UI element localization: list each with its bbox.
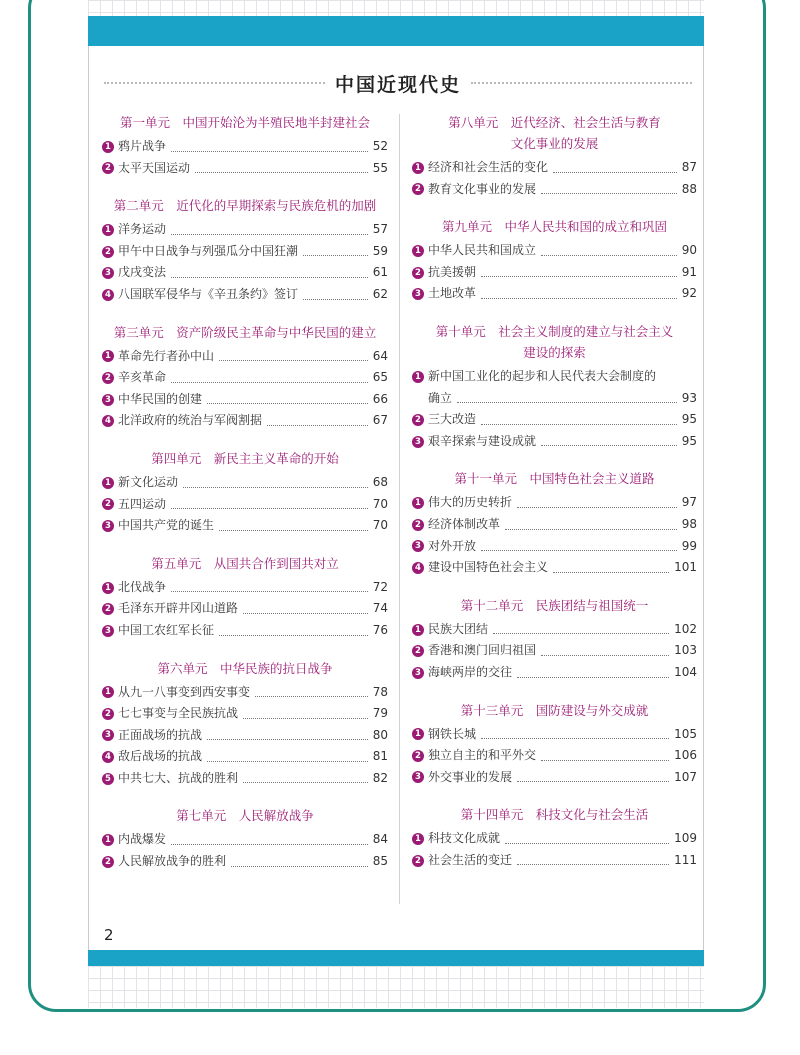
lesson-item[interactable] [102, 241, 388, 263]
lesson-page-number: 52 [372, 139, 388, 153]
unit-title-line: 第六单元 中华民族的抗日战争 [157, 660, 333, 676]
unit-title[interactable] [412, 804, 697, 825]
lesson-page-number: 65 [372, 370, 388, 385]
lesson-title: 中华民国的创建 [118, 391, 203, 406]
dot-leader [243, 718, 368, 719]
unit-title[interactable] [412, 468, 697, 489]
lesson-number-badge: 1 [102, 350, 114, 362]
title-dots-left [104, 82, 325, 84]
lesson-page-number: 76 [372, 622, 388, 637]
lesson-number-badge: 1 [102, 224, 114, 236]
lesson-page-number: 97 [681, 495, 697, 510]
lesson-item[interactable] [412, 724, 697, 746]
lesson-page-number: 66 [372, 391, 388, 406]
lesson-page-number: 67 [372, 413, 388, 428]
lesson-title: 洋务运动 [118, 222, 167, 237]
lesson-number-badge: 2 [102, 856, 114, 868]
lesson-page-number: 80 [372, 727, 388, 742]
lesson-number-badge: 3 [102, 394, 114, 406]
unit-title[interactable] [412, 321, 697, 363]
lesson-number-badge: 2 [102, 708, 114, 720]
lesson-number-badge: 1 [412, 624, 424, 636]
lesson-item[interactable] [412, 514, 697, 536]
lesson-title-continued: 确立 [428, 390, 453, 405]
toc-unit [412, 595, 697, 684]
lesson-page-number: 82 [372, 770, 388, 785]
lesson-title: 辛亥革命 [118, 370, 167, 385]
lesson-title: 民族大团结 [428, 621, 489, 636]
lesson-page-number: 95 [681, 433, 697, 448]
unit-title-line: 第八单元 近代经济、社会生活与教育 [448, 115, 661, 130]
lesson-page-number: 111 [674, 852, 697, 867]
unit-title[interactable] [102, 658, 388, 679]
lesson-title: 毛泽东开辟井冈山道路 [118, 601, 239, 616]
lesson-item[interactable] [412, 492, 697, 514]
lesson-number-badge: 1 [412, 371, 424, 383]
lesson-page-number: 84 [372, 832, 388, 847]
lesson-page-number: 70 [372, 518, 388, 533]
unit-title[interactable] [412, 112, 697, 154]
lesson-number-badge: 2 [412, 519, 424, 531]
lesson-title: 敌后战场的抗战 [118, 749, 203, 764]
dot-leader [303, 255, 368, 256]
lesson-page-number: 105 [674, 726, 697, 741]
lesson-title: 太平天国运动 [118, 160, 191, 175]
lesson-number-badge: 4 [102, 415, 114, 427]
lesson-title: 教育文化事业的发展 [428, 181, 537, 196]
lesson-title: 北洋政府的统治与军阀割据 [118, 413, 263, 428]
lesson-item[interactable] [412, 850, 697, 872]
unit-title[interactable] [412, 216, 697, 237]
lesson-number-badge: 3 [102, 520, 114, 532]
unit-title[interactable] [412, 700, 697, 721]
unit-title-line: 第四单元 新民主主义革命的开始 [151, 450, 339, 466]
lesson-number-badge: 3 [412, 771, 424, 783]
unit-title-line: 第九单元 中华人民共和国的成立和巩固 [441, 219, 667, 235]
dot-leader [171, 382, 368, 383]
lesson-number-badge: 1 [412, 728, 424, 740]
lesson-item[interactable] [412, 179, 697, 201]
lesson-list [102, 472, 388, 537]
lesson-number-badge: 2 [412, 183, 424, 195]
lesson-number-badge: 3 [102, 625, 114, 637]
lesson-list [412, 724, 697, 789]
lesson-title: 经济体制改革 [428, 516, 501, 531]
lesson-list [412, 619, 697, 684]
lesson-page-number: 74 [372, 601, 388, 616]
dot-leader [171, 151, 368, 152]
dot-leader [207, 403, 368, 404]
dot-leader [541, 255, 677, 256]
lesson-page-number: 81 [372, 749, 388, 764]
toc-unit [102, 805, 388, 872]
lesson-item[interactable] [102, 620, 388, 642]
lesson-number-badge: 2 [412, 414, 424, 426]
lesson-title: 北伐战争 [118, 579, 167, 594]
lesson-list [412, 492, 697, 578]
lesson-item[interactable] [102, 219, 388, 241]
lesson-list [412, 366, 697, 452]
lesson-title: 八国联军侵华与《辛丑条约》签订 [118, 286, 299, 301]
dot-leader [541, 445, 677, 446]
lesson-title: 中华人民共和国成立 [428, 243, 537, 258]
lesson-list [412, 240, 697, 305]
lesson-number-badge: 3 [412, 667, 424, 679]
lesson-item[interactable] [102, 472, 388, 494]
lesson-number-badge: 3 [412, 436, 424, 448]
lesson-item[interactable] [412, 745, 697, 767]
toc-column-left [102, 112, 388, 873]
toc-unit [412, 112, 697, 200]
unit-title-line: 第二单元 近代化的早期探索与民族危机的加剧 [113, 198, 377, 214]
title-dots-right [471, 82, 692, 84]
toc-unit [102, 112, 388, 179]
lesson-title: 新中国工业化的起步和人民代表大会制度的 [428, 368, 657, 383]
toc-unit [412, 321, 697, 452]
lesson-title: 钢铁长城 [428, 726, 477, 741]
lesson-page-number: 85 [372, 854, 388, 869]
unit-title-line: 建设的探索 [523, 344, 586, 360]
unit-title-line: 第十单元 社会主义制度的建立与社会主义 [435, 323, 674, 339]
lesson-title: 外交事业的发展 [428, 769, 513, 784]
lesson-title: 中国共产党的诞生 [118, 518, 215, 533]
lesson-page-number: 98 [681, 516, 697, 531]
unit-title-line: 第十一单元 中国特色社会主义道路 [454, 471, 655, 487]
lesson-number-badge: 1 [102, 141, 114, 153]
dot-leader [207, 739, 368, 740]
dot-leader [219, 360, 368, 361]
lesson-item[interactable] [102, 389, 388, 411]
lesson-number-badge: 1 [412, 162, 424, 174]
lesson-number-badge: 2 [102, 246, 114, 258]
dot-leader [243, 613, 368, 614]
dot-leader [219, 530, 368, 531]
dot-leader [303, 299, 368, 300]
lesson-title: 七七事变与全民族抗战 [118, 706, 239, 721]
lesson-item[interactable] [102, 746, 388, 768]
lesson-number-badge: 3 [412, 540, 424, 552]
lesson-title: 三大改造 [428, 412, 477, 427]
lesson-title: 经济和社会生活的变化 [428, 160, 549, 174]
lesson-list [102, 829, 388, 872]
lesson-title: 新文化运动 [118, 474, 179, 489]
lesson-title: 建设中国特色社会主义 [428, 560, 549, 575]
dot-leader [553, 572, 669, 573]
lesson-page-number: 109 [674, 831, 697, 846]
dot-leader [553, 172, 677, 173]
lesson-number-badge: 1 [412, 245, 424, 257]
lesson-number-badge: 3 [102, 267, 114, 279]
unit-title-line: 文化事业的发展 [510, 136, 599, 151]
lesson-page-number: 95 [681, 412, 697, 427]
lesson-title: 戊戌变法 [118, 265, 167, 280]
lesson-number-badge: 2 [412, 645, 424, 657]
dot-leader [505, 529, 677, 530]
lesson-number-badge: 4 [102, 289, 114, 301]
lesson-number-badge: 1 [102, 582, 114, 594]
dot-leader [541, 193, 677, 194]
toc-unit [412, 700, 697, 789]
dot-leader [517, 677, 669, 678]
lesson-page-number: 62 [372, 286, 388, 301]
lesson-item[interactable] [412, 262, 697, 284]
toc-unit [102, 448, 388, 537]
lesson-list [102, 346, 388, 432]
lesson-page-number: 104 [674, 664, 697, 679]
lesson-page-number: 78 [372, 684, 388, 699]
lesson-item[interactable] [102, 768, 388, 790]
lesson-title: 伟大的历史转折 [428, 495, 513, 510]
lesson-title: 独立自主的和平外交 [428, 748, 537, 763]
toc-unit [412, 468, 697, 578]
unit-title-line: 第十四单元 科技文化与社会生活 [460, 807, 649, 823]
lesson-page-number: 93 [681, 390, 697, 405]
lesson-page-number: 61 [372, 265, 388, 280]
unit-title-line: 第七单元 人民解放战争 [176, 808, 314, 824]
toc-unit [102, 322, 388, 432]
dot-leader [171, 508, 368, 509]
unit-title-line: 第五单元 从国共合作到国共对立 [151, 555, 339, 571]
lesson-item[interactable] [412, 240, 697, 262]
dot-leader [171, 844, 368, 845]
lesson-title: 土地改革 [428, 286, 477, 301]
lesson-title: 科技文化成就 [428, 831, 501, 846]
lesson-number-badge: 1 [102, 686, 114, 698]
lesson-page-number: 91 [681, 264, 697, 279]
lesson-title: 中共七大、抗战的胜利 [118, 770, 239, 785]
lesson-item[interactable] [102, 515, 388, 537]
lesson-item[interactable] [102, 598, 388, 620]
dot-leader [481, 738, 669, 739]
lesson-page-number: 90 [681, 243, 697, 258]
dot-leader [171, 234, 368, 235]
dot-leader [517, 864, 669, 865]
column-divider [399, 114, 400, 904]
toc-unit [102, 195, 388, 305]
lesson-number-badge: 2 [412, 855, 424, 867]
dot-leader [195, 172, 368, 173]
lesson-item[interactable] [102, 158, 388, 180]
lesson-number-badge: 1 [412, 833, 424, 845]
lesson-item[interactable] [102, 829, 388, 851]
unit-title-line: 第十三单元 国防建设与外交成就 [460, 702, 649, 718]
lesson-page-number: 88 [681, 181, 697, 196]
lesson-number-badge: 3 [102, 729, 114, 741]
lesson-title: 从九一八事变到西安事变 [118, 684, 251, 699]
toc-unit [102, 658, 388, 790]
lesson-item[interactable] [412, 662, 697, 684]
unit-title-line: 第一单元 中国开始沦为半殖民地半封建社会 [119, 115, 370, 130]
footer-band [88, 950, 704, 966]
lesson-item[interactable] [102, 577, 388, 599]
toc-unit [102, 553, 388, 642]
lesson-page-number: 64 [372, 348, 388, 363]
lesson-number-badge: 3 [412, 288, 424, 300]
lesson-page-number: 59 [372, 243, 388, 258]
lesson-title: 正面战场的抗战 [118, 727, 203, 742]
lesson-number-badge: 2 [102, 498, 114, 510]
lesson-number-badge: 4 [102, 751, 114, 763]
lesson-title: 人民解放战争的胜利 [118, 854, 227, 869]
lesson-list [412, 828, 697, 871]
lesson-item[interactable] [102, 262, 388, 284]
dot-leader [481, 550, 677, 551]
toc-unit [412, 804, 697, 871]
lesson-page-number: 87 [681, 160, 697, 174]
dot-leader [541, 760, 669, 761]
lesson-item[interactable] [412, 557, 697, 579]
toc-unit [412, 216, 697, 305]
lesson-item[interactable] [102, 346, 388, 368]
lesson-number-badge: 1 [102, 477, 114, 489]
unit-title[interactable] [102, 805, 388, 826]
grid-background-bottom [88, 966, 704, 1008]
lesson-page-number: 68 [372, 474, 388, 489]
lesson-item[interactable] [102, 725, 388, 747]
dot-leader [457, 402, 677, 403]
unit-title-line: 第十二单元 民族团结与祖国统一 [460, 597, 649, 613]
lesson-list [102, 577, 388, 642]
lesson-item[interactable] [412, 536, 697, 558]
dot-leader [171, 591, 368, 592]
lesson-item[interactable] [102, 410, 388, 432]
dot-leader [231, 866, 368, 867]
dot-leader [541, 655, 669, 656]
dot-leader [517, 507, 677, 508]
lesson-item[interactable] [102, 851, 388, 873]
lesson-number-badge: 2 [102, 372, 114, 384]
dot-leader [481, 298, 677, 299]
lesson-page-number: 92 [681, 286, 697, 301]
lesson-page-number: 70 [372, 496, 388, 511]
lesson-item[interactable] [412, 828, 697, 850]
lesson-item[interactable] [102, 682, 388, 704]
lesson-page-number: 106 [674, 748, 697, 763]
lesson-title: 抗美援朝 [428, 264, 477, 279]
lesson-list [102, 682, 388, 790]
lesson-number-badge: 5 [102, 773, 114, 785]
lesson-item[interactable] [412, 157, 697, 179]
lesson-page-number: 72 [372, 579, 388, 594]
lesson-item[interactable] [412, 767, 697, 789]
dot-leader [243, 782, 368, 783]
unit-title-line: 第三单元 资产阶级民主革命与中华民国的建立 [113, 324, 377, 340]
page-number: 2 [104, 926, 114, 944]
lesson-title: 鸦片战争 [118, 139, 167, 153]
lesson-number-badge: 2 [412, 267, 424, 279]
dot-leader [481, 424, 677, 425]
lesson-item[interactable] [102, 703, 388, 725]
lesson-number-badge: 1 [412, 497, 424, 509]
lesson-page-number: 101 [674, 560, 697, 575]
lesson-title: 内战爆发 [118, 832, 167, 847]
lesson-title: 香港和澳门回归祖国 [428, 643, 537, 658]
unit-title[interactable] [412, 595, 697, 616]
lesson-item[interactable] [412, 283, 697, 305]
unit-title[interactable] [102, 112, 388, 133]
dot-leader [517, 781, 669, 782]
lesson-page-number: 103 [674, 643, 697, 658]
dot-leader [219, 635, 368, 636]
lesson-title: 革命先行者孙中山 [118, 348, 215, 363]
dot-leader [493, 633, 669, 634]
lesson-number-badge: 2 [102, 603, 114, 615]
lesson-item[interactable] [412, 619, 697, 641]
grid-background-top [88, 0, 704, 16]
lesson-number-badge: 2 [412, 750, 424, 762]
lesson-item[interactable] [412, 640, 697, 662]
lesson-item[interactable] [412, 409, 697, 431]
lesson-title: 五四运动 [118, 496, 167, 511]
lesson-title: 社会生活的变迁 [428, 852, 513, 867]
lesson-item-continued[interactable] [412, 388, 697, 410]
unit-title[interactable] [102, 553, 388, 574]
dot-leader [267, 425, 368, 426]
lesson-page-number: 107 [674, 769, 697, 784]
lesson-title: 海峡两岸的交往 [428, 664, 513, 679]
lesson-item[interactable] [412, 366, 697, 388]
dot-leader [255, 696, 368, 697]
lesson-title: 中国工农红军长征 [118, 622, 215, 637]
lesson-page-number: 102 [674, 621, 697, 636]
lesson-list [102, 136, 388, 179]
unit-title[interactable] [102, 195, 388, 216]
unit-title[interactable] [102, 448, 388, 469]
lesson-number-badge: 1 [102, 834, 114, 846]
dot-leader [171, 277, 368, 278]
dot-leader [505, 843, 669, 844]
lesson-list [102, 219, 388, 305]
lesson-item[interactable] [102, 284, 388, 306]
lesson-page-number: 79 [372, 706, 388, 721]
toc-column-right [412, 112, 697, 871]
lesson-list [412, 157, 697, 200]
section-title: 中国近现代史 [335, 73, 462, 96]
lesson-item[interactable] [102, 367, 388, 389]
lesson-page-number: 57 [372, 222, 388, 237]
lesson-title: 对外开放 [428, 538, 477, 553]
dot-leader [481, 276, 677, 277]
lesson-page-number: 99 [681, 538, 697, 553]
lesson-item[interactable] [412, 431, 697, 453]
unit-title[interactable] [102, 322, 388, 343]
lesson-number-badge: 2 [102, 162, 114, 174]
header-band [88, 16, 704, 46]
dot-leader [183, 487, 368, 488]
lesson-page-number: 55 [372, 160, 388, 175]
lesson-item[interactable] [102, 494, 388, 516]
lesson-number-badge: 4 [412, 562, 424, 574]
lesson-item[interactable] [102, 136, 388, 158]
section-header [104, 70, 692, 96]
lesson-title: 甲午中日战争与列强瓜分中国狂潮 [118, 243, 299, 258]
dot-leader [207, 761, 368, 762]
lesson-title: 艰辛探索与建设成就 [428, 433, 537, 448]
